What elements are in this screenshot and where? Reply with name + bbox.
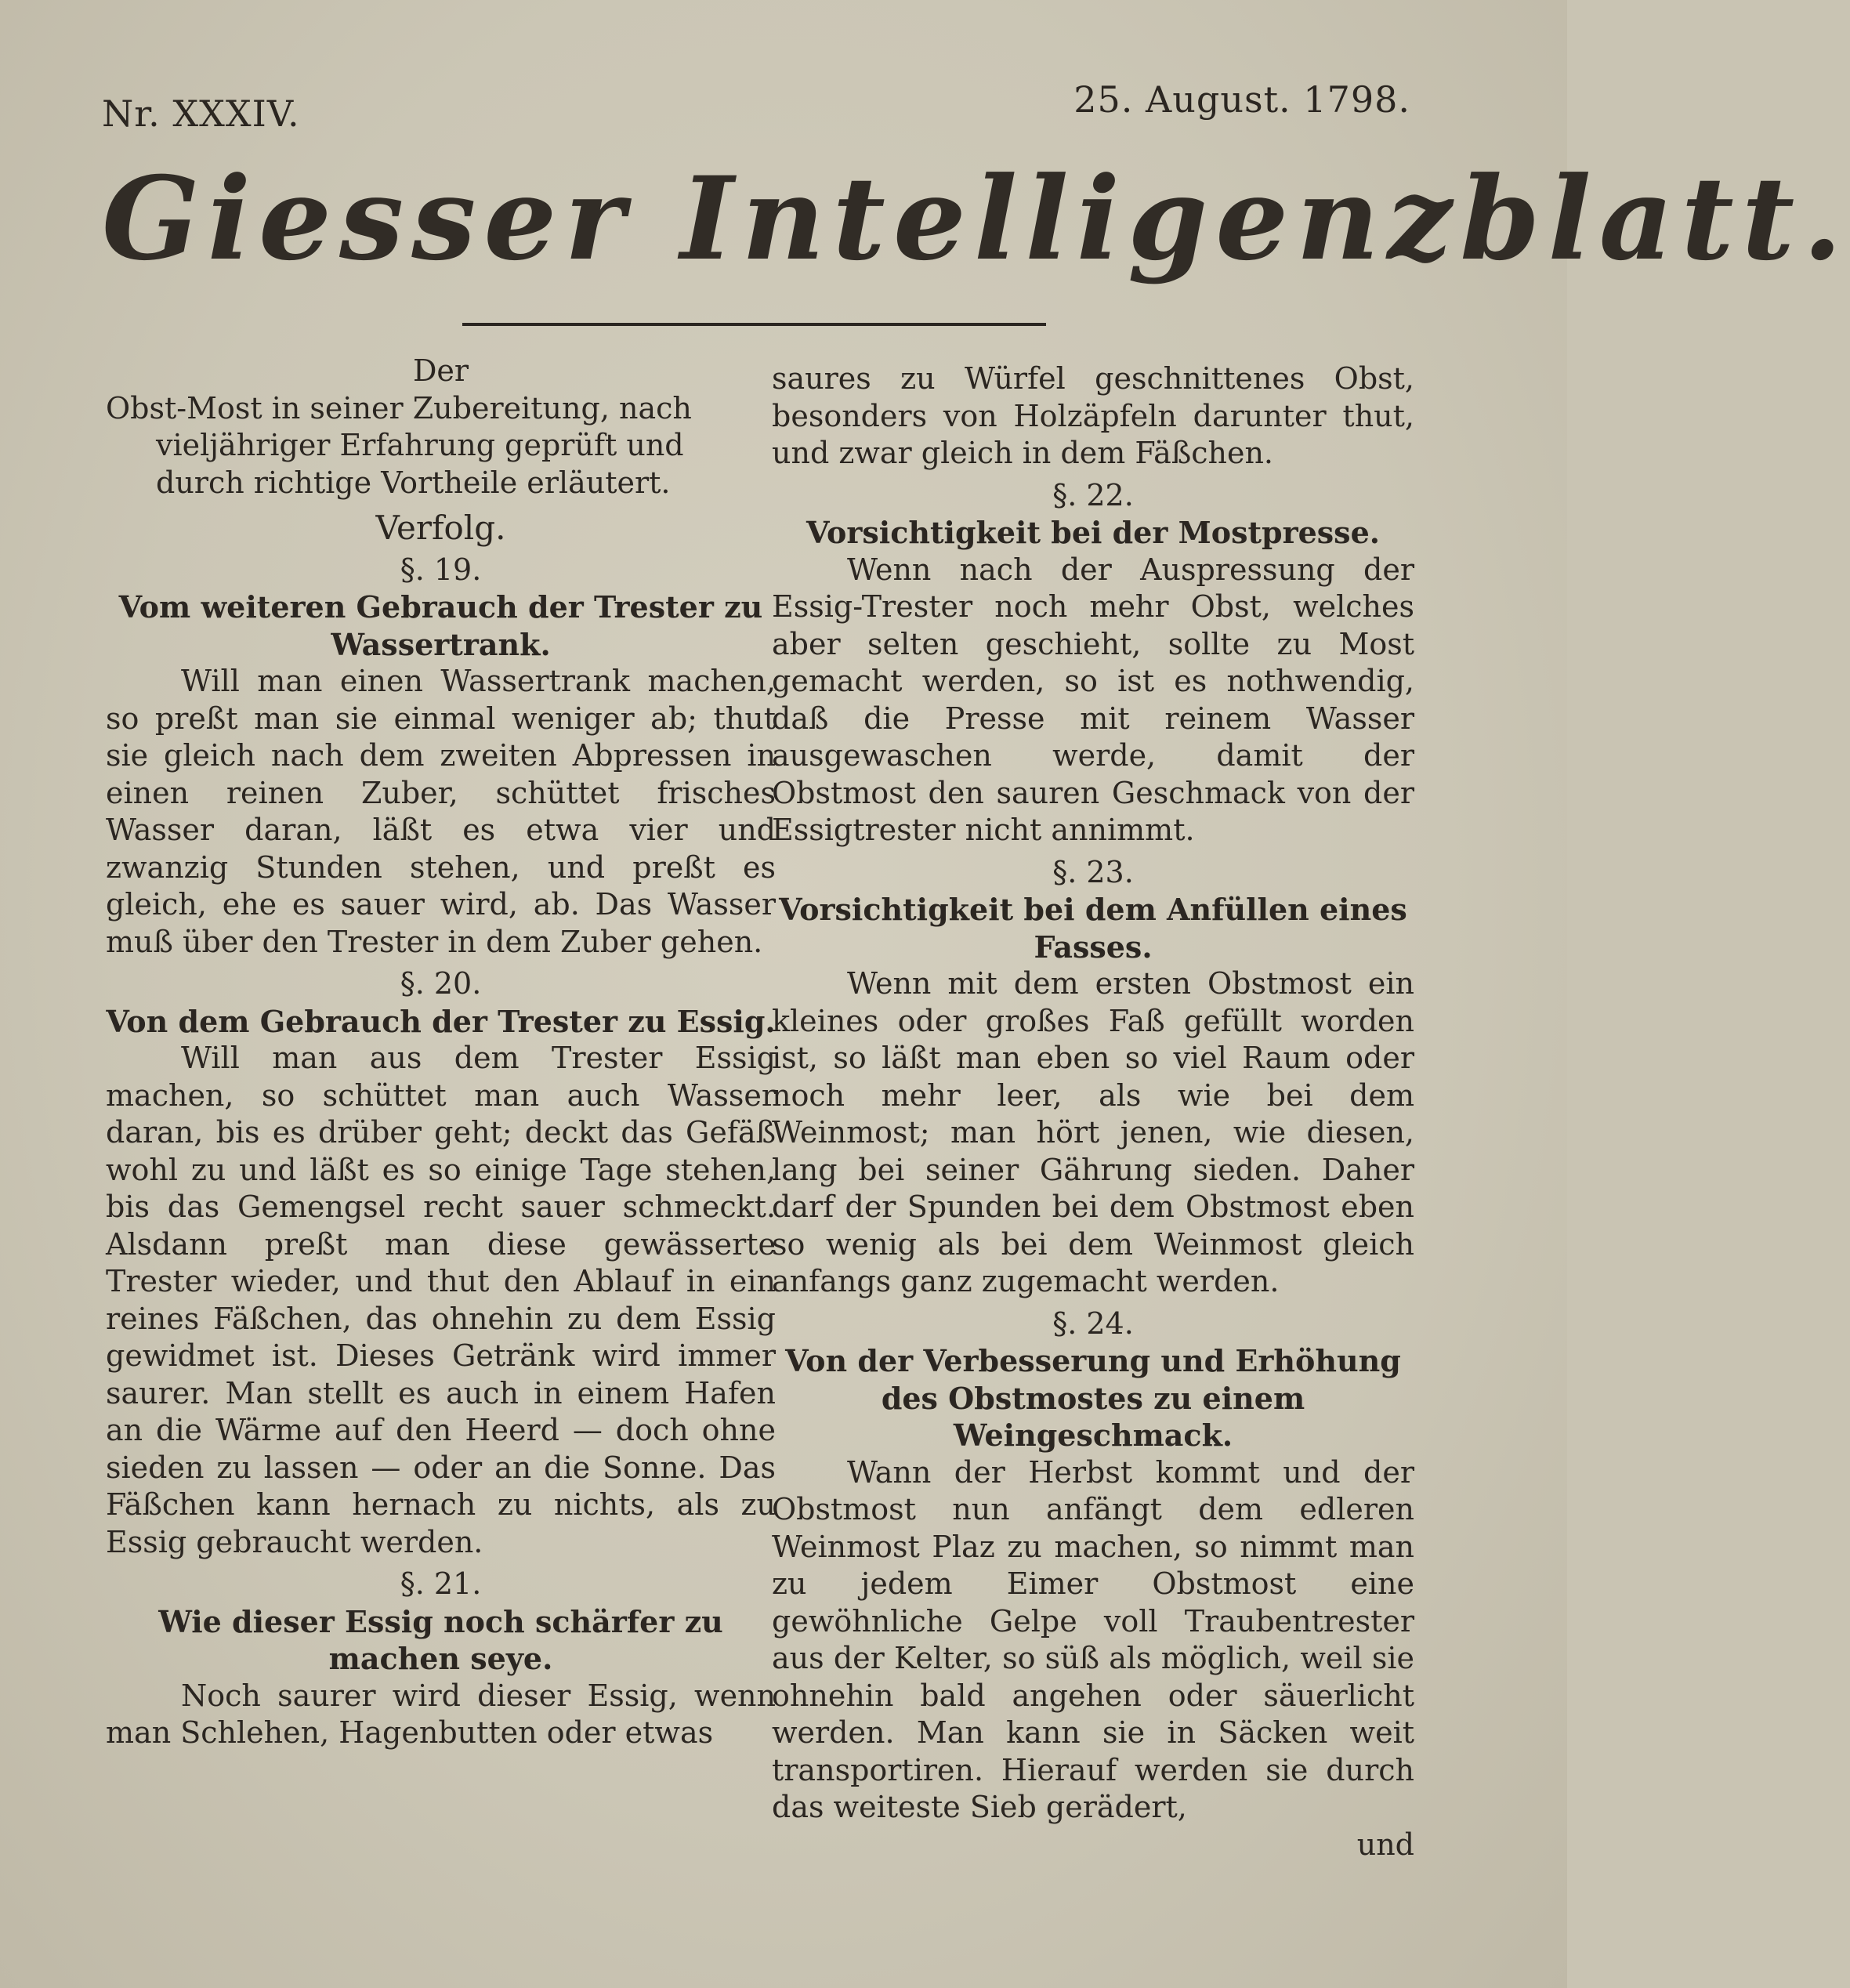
section-number-22: §. 22. bbox=[1052, 477, 1134, 512]
section-text-21: Noch saurer wird dieser Essig, wenn man Schlehen, Hagenbutten oder etwas bbox=[106, 1678, 776, 1750]
section-heading-24: Von der Verbesserung und Erhöhung des Obstmostes zu einem Weingeschmack. bbox=[785, 1343, 1401, 1453]
article-title-der: Der bbox=[412, 353, 469, 388]
article-title-line1: Obst-Most in seiner Zubereitung, nach bbox=[106, 390, 692, 425]
article-title-rest: vieljähriger Erfahrung geprüft und durch richtige Vortheile erläutert. bbox=[156, 428, 684, 500]
section-number-19: §. 19. bbox=[400, 552, 482, 587]
continuation-label: Verfolg. bbox=[375, 509, 506, 547]
masthead-title: Giesser Intelligenzblatt. bbox=[102, 152, 1850, 286]
section-heading-23: Vorsichtigkeit bei dem Anfüllen eines Fasses. bbox=[779, 892, 1407, 965]
issue-number: Nr. XXXIV. bbox=[102, 92, 300, 135]
left-column bbox=[106, 353, 776, 1752]
right-column bbox=[772, 360, 1414, 1863]
section-heading-20: Von dem Gebrauch der Trester zu Essig. bbox=[106, 1003, 776, 1039]
section-number-20: §. 20. bbox=[400, 966, 482, 1001]
masthead-rule bbox=[462, 323, 1046, 326]
section-text-20: Will man aus dem Trester Essig machen, so schüttet man auch Wasser daran, bis es drüber geht; deckt das Gefäß wohl zu und läßt es so einige Tage stehen, bis das Gemengsel recht sauer schmeckt. Alsdann preßt man diese gewässerte Trester wieder, und thut den Ablauf in ein reines Fäßchen, das ohnehin zu dem Essig gewidmet ist. Dieses Getränk wird immer saurer. Man stellt es auch in einem Hafen an die Wärme auf den Heerd — doch ohne sieden zu lassen — oder an die Sonne. Das Fäßchen kann hernach zu nichts, als zu Essig gebraucht werden. bbox=[106, 1041, 776, 1559]
section-heading-19: Vom weiteren Gebrauch der Trester zu Wassertrank. bbox=[118, 589, 763, 662]
section-text-24: Wann der Herbst kommt und der Obstmost nun anfängt dem edleren Weinmost Plaz zu machen, so nimmt man zu jedem Eimer Obstmost eine gewöhnliche Gelpe voll Traubentrester aus der Kelter, so süß als möglich, weil sie ohnehin bald angehen oder säuerlicht werden. Man kann sie in Säcken weit transportiren. Hierauf werden sie durch das weiteste Sieb gerädert, bbox=[772, 1454, 1414, 1824]
issue-date: 25. August. 1798. bbox=[1073, 78, 1410, 121]
continued-text: saures zu Würfel geschnittenes Obst, besonders von Holzäpfeln darunter thut, und zwar gleich in dem Fäßchen. bbox=[772, 361, 1414, 470]
section-text-23: Wenn mit dem ersten Obstmost ein kleines oder großes Faß gefüllt worden ist, so läßt man eben so viel Raum oder noch mehr leer, als wie bei dem Weinmost; man hört jenen, wie diesen, lang bei seiner Gährung sieden. Daher darf der Spunden bei dem Obstmost eben so wenig als bei dem Weinmost gleich anfangs ganz zugemacht werden. bbox=[772, 966, 1414, 1298]
section-number-21: §. 21. bbox=[400, 1566, 482, 1601]
section-text-19: Will man einen Wassertrank machen, so preßt man sie einmal weniger ab; thut sie gleich nach dem zweiten Abpressen in einen reinen Zuber, schüttet frisches Wasser daran, läßt es etwa vier und zwanzig Stunden stehen, und preßt es gleich, ehe es sauer wird, ab. Das Wasser muß über den Trester in dem Zuber gehen. bbox=[106, 664, 776, 959]
section-heading-21: Wie dieser Essig noch schärfer zu machen seye. bbox=[158, 1603, 723, 1676]
catchword: und bbox=[1356, 1827, 1414, 1862]
section-heading-22: Vorsichtigkeit bei der Mostpresse. bbox=[806, 515, 1380, 550]
section-number-24: §. 24. bbox=[1052, 1305, 1134, 1341]
section-number-23: §. 23. bbox=[1052, 854, 1134, 889]
section-text-22: Wenn nach der Auspressung der Essig-Trester noch mehr Obst, welches aber selten geschieht, sollte zu Most gemacht werden, so ist es nothwendig, daß die Presse mit reinem Wasser ausgewaschen werde, damit der Obstmost den sauren Geschmack von der Essigtrester nicht annimmt. bbox=[772, 552, 1414, 847]
